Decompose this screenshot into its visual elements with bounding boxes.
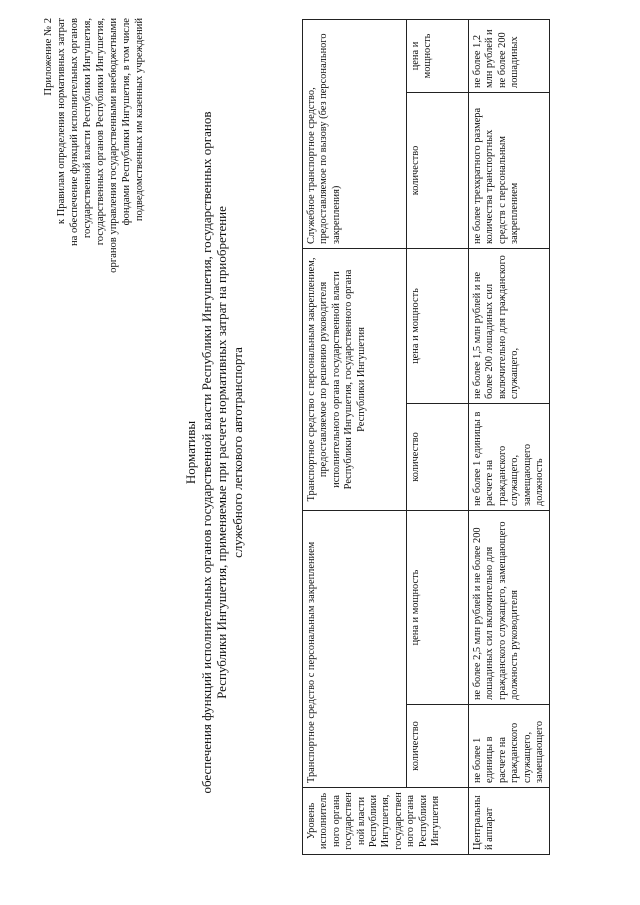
heading-line: служебного легкового автотранспорта	[229, 347, 245, 558]
appendix-line: государственной власти Республики Ингушетия,	[82, 18, 93, 239]
subheader-quantity: количество	[407, 705, 469, 788]
cell-g3-quantity: не более трехкратного размера количества транспортных средств с персональным закреплением	[469, 92, 550, 248]
document-title: Нормативы	[183, 420, 198, 485]
subheader-quantity: количество	[407, 403, 469, 510]
appendix-line: Приложение № 2	[43, 18, 54, 96]
table-header-row	[303, 19, 407, 854]
subheader-quantity: количество	[407, 92, 469, 248]
appendix-line: к Правилам определения нормативных затрат	[56, 18, 67, 225]
appendix-line: подведомственных им казенных учреждений	[134, 18, 145, 222]
cell-g2-price: не более 1,5 млн рублей и не более 200 лошадиных сил включительно для гражданского служащего,	[469, 248, 550, 403]
appendix-line: государственных органов Республики Ингушетия,	[95, 18, 106, 246]
norms-table	[302, 19, 550, 855]
cell-g2-quantity: не более 1 единицы в расчете на гражданского служащего, замещающего должность	[469, 403, 550, 510]
level-header: Уровень исполнительного органа государственной власти Республики Ингушетия, государственного органа Республики Ингушетия	[303, 788, 469, 855]
cell-g3-price: не более 1,2 млн рублей и не более 200 лошадиных	[469, 19, 550, 92]
cell-level: Центральный аппарат	[469, 788, 550, 855]
group3-header: Служебное транспортное средство, предоставляемое по вызову (без персонального закрепления)	[303, 19, 407, 248]
group1-header: Транспортное средство с персональным закреплением	[303, 510, 407, 787]
group2-header: Транспортное средство с персональным закреплением, предоставляемое по решению руководителя исполнительного органа государственной власти Республики Ингушетия, государственного органа Республики Ингушетия	[303, 248, 407, 510]
subheader-price-power: цена и мощность	[407, 510, 469, 704]
table-subheader-row	[407, 19, 469, 854]
subheader-price-power: цена и мощность	[407, 19, 469, 92]
heading-line: обеспечения функций исполнительных органов государственной власти Республики Ингушетия, государственных органов	[198, 111, 214, 794]
subheader-price-power: цена и мощность	[407, 248, 469, 403]
cell-g1-price: не более 2,5 млн рублей и не более 200 лошадиных сил включительно для гражданского служащего, замещающего должность руководителя	[469, 510, 550, 704]
cell-g1-quantity: не более 1 единицы в расчете на гражданского служащего, замещающего	[469, 705, 550, 788]
appendix-line: органов управления государственными внебюджетными	[108, 18, 119, 273]
appendix-line: на обеспечение функций исполнительных органов	[69, 18, 80, 247]
appendix-note	[42, 18, 146, 478]
table-row	[469, 19, 550, 854]
document-heading	[183, 0, 245, 905]
appendix-line: фондами Республики Ингушетия, в том числе	[121, 18, 132, 226]
heading-line: Республики Ингушетия, применяемые при расчете нормативных затрат на приобретение	[214, 206, 229, 699]
